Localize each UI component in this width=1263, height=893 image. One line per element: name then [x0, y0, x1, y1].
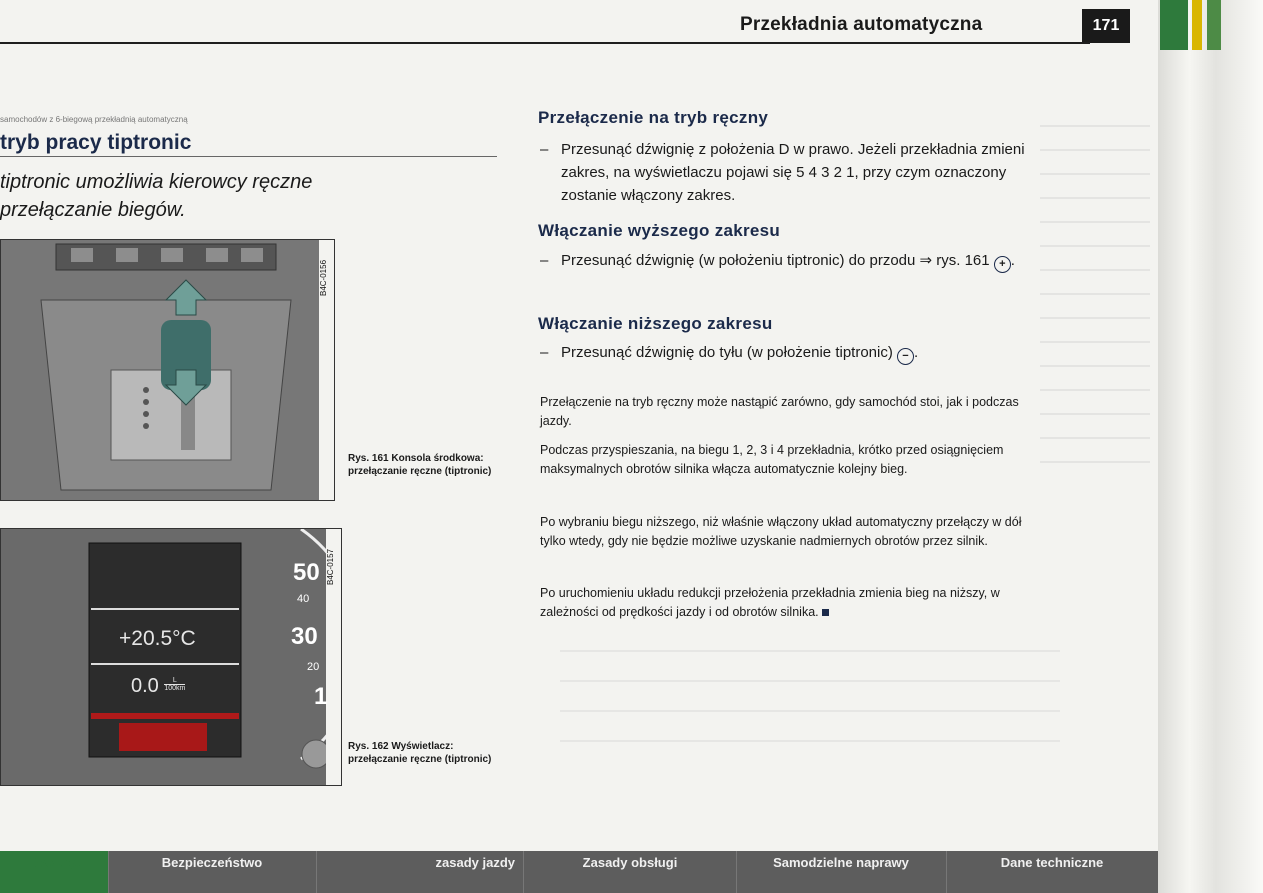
page-edge: [1158, 0, 1263, 893]
paragraph: Podczas przyspieszania, na biegu 1, 2, 3 i 4 przekładnia, krótko przed osiągnięciem maksymalnych obrotów silnika włącza automatycznie kolejny bieg.: [540, 443, 1004, 476]
gauge-label: 50: [293, 559, 320, 586]
display-illustration: [1, 529, 341, 785]
figure-caption: Rys. 161 Konsola środkowa: przełączanie ręczne (tiptronic): [348, 453, 492, 477]
chapter-tabs: [0, 851, 1158, 893]
console-illustration: [1, 240, 334, 500]
instruction-upshift: – Przesunąć dźwignię (w położeniu tiptronic) do przodu ⇒ rys. 161 + .: [540, 249, 1040, 273]
edge-tab-green-2: [1207, 0, 1221, 50]
figure-code: B4C-0157: [326, 548, 335, 585]
section-title-upshift: Włączanie wyższego zakresu: [538, 221, 781, 240]
figure-code: B4C-0156: [319, 259, 328, 296]
unit-top: L: [164, 677, 185, 685]
instruction-text: Przesunąć dźwignię do tyłu (w położenie tiptronic): [561, 344, 893, 361]
running-title: Przekładnia automatyczna: [740, 14, 983, 35]
chapter-tab-handling[interactable]: Zasady obsługi: [524, 851, 737, 893]
consumption-value: 0.0: [131, 675, 159, 697]
heading-rule: [0, 156, 497, 157]
instruction-downshift: – Przesunąć dźwignię do tyłu (w położenie tiptronic) − .: [540, 341, 1040, 365]
gauge-label: 30: [291, 623, 318, 650]
edge-tab-yellow: [1192, 0, 1202, 50]
section-title-downshift: Włączanie niższego zakresu: [538, 314, 773, 333]
gauge-label: 1: [314, 683, 328, 710]
gauge-label: 40: [297, 593, 310, 605]
paragraph-text: Po uruchomieniu układu redukcji przełożenia przekładnia zmienia bieg na niższy, w zależności od prędkości jazdy i od obrotów silnika.: [540, 586, 1000, 619]
chapter-tab-safety[interactable]: Bezpieczeństwo: [108, 851, 317, 893]
consumption-unit: [164, 677, 185, 692]
instruction-manual-mode: [540, 138, 1040, 207]
plus-circle-icon: +: [994, 256, 1011, 273]
figure-display: [0, 528, 342, 786]
chapter-tab-repairs[interactable]: Samodzielne naprawy: [736, 851, 947, 893]
instruction-text: Przesunąć dźwignię z położenia D w prawo. Jeżeli przekładnia zmieni zakres, na wyświetlaczu pojawi się 5 4 3 2 1, przy czym oznaczony zostanie włączony zakres.: [561, 141, 1025, 204]
dash: –: [540, 344, 549, 361]
chapter-tab-operation[interactable]: Obsługa: [0, 851, 109, 893]
paragraph: [540, 584, 1045, 622]
gauge-label: 20: [307, 661, 320, 673]
section-title-manual-mode: Przełączenie na tryb ręczny: [538, 108, 769, 127]
section-intro: tiptronic umożliwia kierowcy ręczne przełączanie biegów.: [0, 171, 313, 221]
page-number: 171: [1082, 9, 1130, 43]
dash: –: [540, 252, 549, 269]
end-mark-icon: [822, 609, 829, 616]
section-heading: tryb pracy tiptronic: [0, 131, 192, 154]
unit-bottom: 100km: [164, 685, 186, 692]
chapter-tab-driving[interactable]: zasady jazdy: [316, 851, 524, 893]
dash: –: [540, 141, 549, 158]
header-rule: [0, 42, 1090, 44]
edge-tab-green: [1160, 0, 1188, 50]
section-crumb: samochodów z 6-biegową przekładnią automatyczną: [0, 115, 188, 124]
chapter-tab-specs[interactable]: Dane techniczne: [1000, 855, 1104, 870]
instruction-text: Przesunąć dźwignię (w położeniu tiptronic) do przodu ⇒ rys. 161: [561, 252, 990, 269]
paragraph: Przełączenie na tryb ręczny może nastąpić zarówno, gdy samochód stoi, jak i podczas jazdy.: [540, 395, 1019, 428]
minus-circle-icon: −: [897, 348, 914, 365]
display-consumption: [131, 675, 185, 698]
paragraph: Po wybraniu biegu niższego, niż właśnie włączony układ automatyczny przełączy w dół tylko wtedy, gdy nie będzie możliwe uzyskanie nadmiernych obrotów przez silnik.: [540, 515, 1022, 548]
bleed-through-block: [1040, 125, 1150, 465]
display-temperature: +20.5°C: [119, 627, 196, 650]
bleed-through-block: [560, 650, 1060, 770]
figure-caption: Rys. 162 Wyświetlacz: przełączanie ręczne (tiptronic): [348, 741, 492, 765]
figure-console: [0, 239, 335, 501]
